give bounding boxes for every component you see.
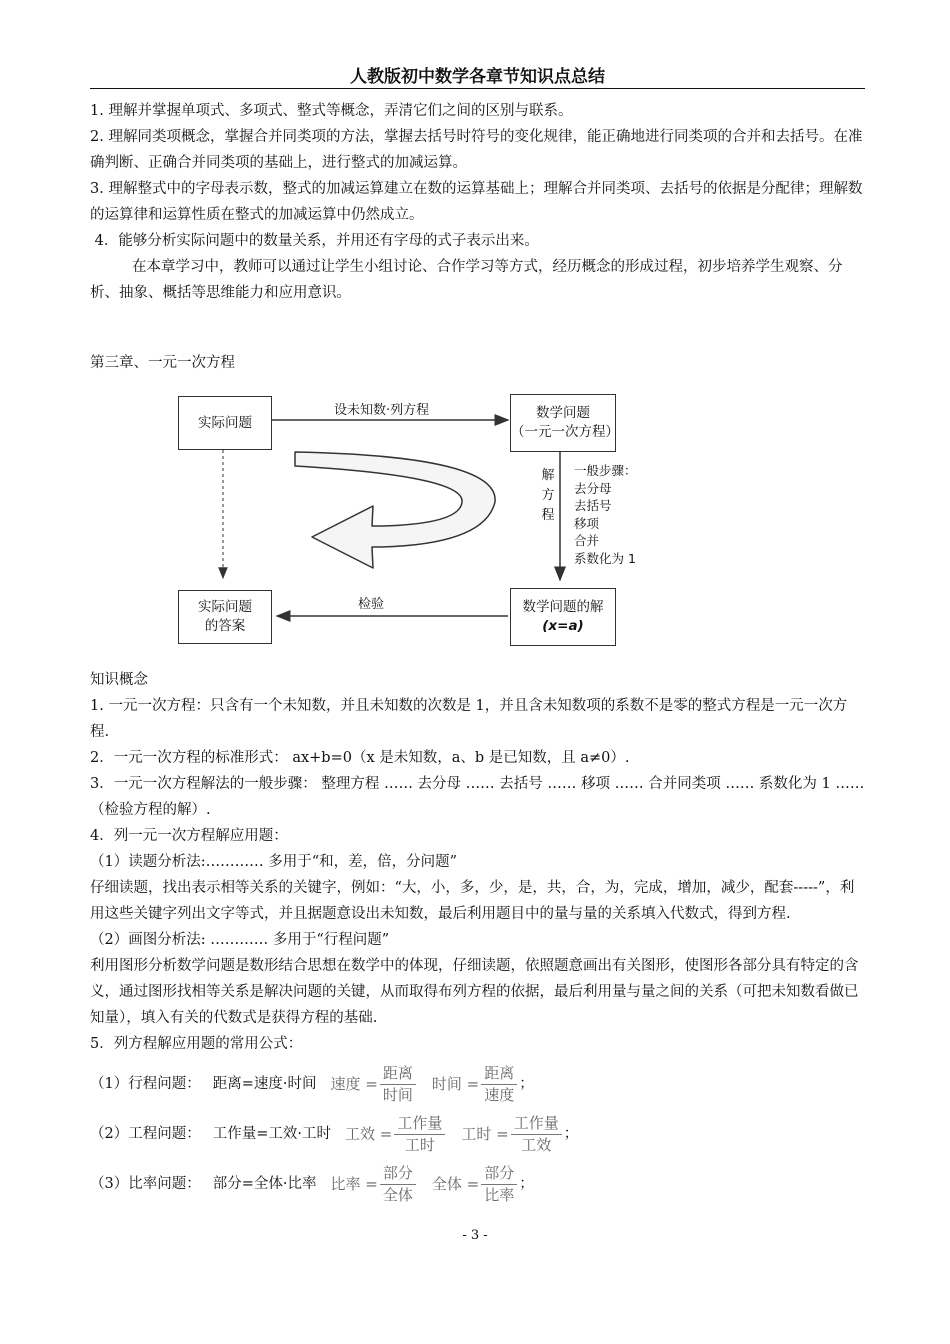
- formula-row-work: （2）工程问题： 工作量=工效·工时 工效 = $\frac{\text{工作量}}{\text{工时}}$ 工时 = $\frac{\text{工作量}}{\text{工效}}$ ；: [90, 1113, 579, 1154]
- fraction: $\frac{\text{距离}}{\text{时间}}$: [380, 1063, 416, 1106]
- knowledge-item-5: 5．列方程解应用题的常用公式：: [90, 1036, 303, 1052]
- header-rule: [90, 88, 865, 89]
- fraction: $\frac{\text{部分}}{\text{比率}}$: [481, 1163, 517, 1206]
- knowledge-item-4-2: （2）画图分析法: ………… 多用于“行程问题”: [90, 932, 390, 948]
- intro-item-4: 4．能够分析实际问题中的数量关系，并用还有字母的式子表示出来。: [90, 233, 539, 249]
- fraction: $\frac{\text{工作量}}{\text{工效}}$: [511, 1113, 562, 1156]
- knowledge-item-4-1-text: 仔细读题，找出表示相等关系的关键字，例如：“大，小，多，少，是，共，合，为，完成，增加，减少，配套-----”，利用这些关键字列出文字等式，并且据题意设出未知数，最后利用题目中的量与量的关系填入代数式，得到方程.: [90, 880, 855, 922]
- intro-item-2: 2. 理解同类项概念，掌握合并同类项的方法，掌握去括号时符号的变化规律，能正确地进行同类项的合并和去括号。在准确判断、正确合并同类项的基础上，进行整式的加减运算。: [90, 129, 863, 171]
- intro-paragraph: 在本章学习中，教师可以通过让学生小组讨论、合作学习等方式，经历概念的形成过程，初步培养学生观察、分析、抽象、概括等思维能力和应用意识。: [90, 259, 843, 301]
- intro-item-1: 1. 理解并掌握单项式、多项式、整式等概念，弄清它们之间的区别与联系。: [90, 103, 573, 119]
- formula-row-ratio: （3）比率问题： 部分=全体·比率 比率 = $\frac{\text{部分}}{\text{全体}}$ 全体 = $\frac{\text{部分}}{\text{比率}}$ ；: [90, 1163, 534, 1204]
- box-real-problem: 实际问题: [178, 396, 272, 450]
- knowledge-item-4-1: （1）读题分析法:………… 多用于“和，差，倍，分问题”: [90, 854, 458, 870]
- flow-diagram: [90, 384, 865, 659]
- knowledge-heading: 知识概念: [90, 672, 148, 688]
- page-header-title: 人教版初中数学各章节知识点总结: [350, 67, 605, 87]
- chapter-title: 第三章、一元一次方程: [90, 355, 235, 371]
- knowledge-item-2: 2．一元一次方程的标准形式： ax+b=0（x 是未知数，a、b 是已知数，且 a≠0）.: [90, 750, 630, 766]
- solving-steps: 一般步骤： 去分母 去括号 移项 合并 系数化为 1: [574, 463, 637, 566]
- intro-item-3: 3. 理解整式中的字母表示数，整式的加减运算建立在数的运算基础上；理解合并同类项、去括号的依据是分配律；理解数的运算律和运算性质在整式的加减运算中仍然成立。: [90, 181, 863, 223]
- knowledge-item-1: 1. 一元一次方程：只含有一个未知数，并且未知数的次数是 1，并且含未知数项的系数不是零的整式方程是一元一次方程.: [90, 698, 848, 740]
- box-math-solution: 数学问题的解 (x=a): [510, 588, 616, 646]
- knowledge-item-4-2-text: 利用图形分析数学问题是数形结合思想在数学中的体现，仔细读题，依照题意画出有关图形，使图形各部分具有特定的含义，通过图形找相等关系是解决问题的关键，从而取得布列方程的依据，最后利用量与量之间的关系（可把未知数看做已知量），填入有关的代数式是获得方程的基础.: [90, 958, 859, 1026]
- box-real-answer: 实际问题 的答案: [178, 590, 272, 644]
- page-number: - 3 -: [462, 1228, 488, 1243]
- label-solve-equation: 解 方 程: [541, 468, 555, 523]
- fraction: $\frac{\text{部分}}{\text{全体}}$: [380, 1163, 416, 1206]
- knowledge-item-4: 4．列一元一次方程解应用题：: [90, 828, 288, 844]
- fraction: $\frac{\text{距离}}{\text{速度}}$: [481, 1063, 517, 1106]
- label-check: 检验: [358, 597, 385, 612]
- cycle-curve-arrow: [295, 452, 495, 568]
- label-formulate: 设未知数·列方程: [334, 403, 430, 418]
- formula-row-travel: （1）行程问题： 距离=速度·时间 速度 = $\frac{\text{距离}}{\text{时间}}$ 时间 = $\frac{\text{距离}}{\text{速度}}$ ；: [90, 1063, 534, 1104]
- formula-list: [90, 1059, 865, 1209]
- document-body: [90, 98, 865, 1209]
- fraction: $\frac{\text{工作量}}{\text{工时}}$: [394, 1113, 445, 1156]
- box-math-problem: 数学问题 （一元一次方程）: [510, 394, 616, 452]
- knowledge-item-3: 3．一元一次方程解法的一般步骤： 整理方程 …… 去分母 …… 去括号 …… 移项 …… 合并同类项 …… 系数化为 1 …… （检验方程的解）.: [90, 776, 865, 818]
